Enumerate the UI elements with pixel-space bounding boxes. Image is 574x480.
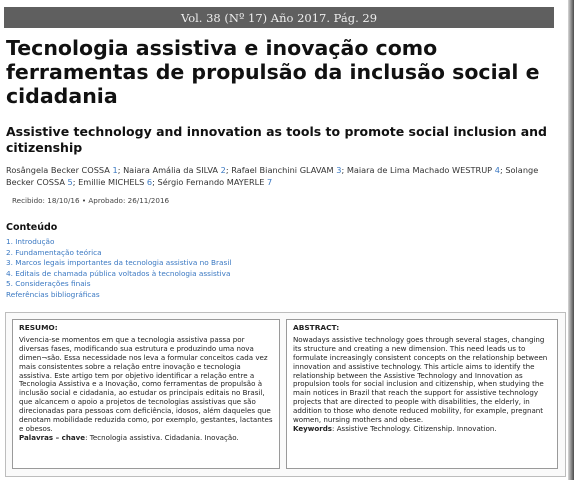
author: Rosângela Becker COSSA 1;: [6, 165, 121, 175]
article-title-en: Assistive technology and innovation as tools to promote social inclusion and citizenship: [6, 124, 547, 155]
abstracts-panel: [5, 312, 566, 477]
author-list: [6, 164, 561, 188]
keywords-value: : Assistive Technology. Citizenship. Innovation.: [332, 423, 497, 433]
article-title-pt: Tecnologia assistiva e inovação como ferramentas de propulsão da inclusão social e cidadania: [6, 36, 540, 108]
author: Sérgio Fernando MAYERLE 7: [157, 177, 273, 187]
author-footnote-link[interactable]: 4: [494, 165, 500, 175]
author: Solange Becker COSSA 5;: [6, 165, 539, 187]
resumo-keywords: [19, 434, 273, 443]
toc-link-fundamentacao[interactable]: 2. Fundamentação teórica: [6, 247, 102, 257]
abstract-heading: ABSTRACT:: [293, 323, 340, 332]
author-footnote-link[interactable]: 3: [336, 165, 342, 175]
toc-title: Conteúdo: [6, 222, 58, 233]
toc-link-consideracoes[interactable]: 5. Considerações finais: [6, 279, 91, 288]
keywords-label: Keywords: [293, 423, 333, 433]
author: Rafael Bianchini GLAVAM 3;: [231, 165, 345, 175]
keywords-label: Palavras – chave: [19, 432, 86, 442]
abstract-keywords: [293, 425, 551, 434]
author-footnote-link[interactable]: 1: [112, 165, 118, 175]
resumo-box: [12, 319, 280, 469]
abstract-text: Nowadays assistive technology goes through several stages, changing its structure and creating a new dimension. This need leads us to formulate increasingly consistent concepts on the relationship between innovation and assistive technology. This article aims to identify the relationship between the Assistive Technology and Innovation as propulsion tools for social inclusion and citizenship, when studying the main notices in Brazil that reach the support for assistive technology projects that are directed to people with disabilities, the elderly, in addition to those who denote reduced mobility, for example, pregnant women, nursing mothers and obese.: [293, 334, 548, 425]
volume-line: Vol. 38 (Nº 17) Año 2017. Pág. 29: [180, 10, 378, 25]
author: Naiara Amália da SILVA 2;: [123, 165, 229, 175]
author-footnote-link[interactable]: 5: [67, 177, 73, 187]
author: Maiara de Lima Machado WESTRUP 4;: [346, 165, 503, 175]
abstract-box: [286, 319, 558, 469]
window-edge-shadow: [568, 0, 574, 480]
toc-link-editais[interactable]: 4. Editais de chamada pública voltados à tecnologia assistiva: [6, 268, 231, 278]
toc-link-introducao[interactable]: 1. Introdução: [6, 237, 55, 246]
table-of-contents: [6, 237, 231, 300]
submission-dates: Recibido: 18/10/16 • Aprobado: 26/11/2016: [12, 196, 170, 205]
resumo-text: Vivencia-se momentos em que a tecnologia assistiva passa por diversas fases, modificando sua estrutura e produzindo uma nova dimen¬são. Essa necessidade nos leva a formular conceitos cada vez mais consistentes sobre a relação entre inovação e tecnologia assistiva. Este artigo tem por objetivo identificar a relação entre a Tecnologia Assistiva e a Inovação, como ferramentas de propulsão à inclusão social e cidadania, ao estudar os principais editais no Brasil, que alcancem o apoio a projetos de tecnologias assistivas que são direcionadas para pessoas com deficiência, idosos, além daqueles que denotam mobilidade reduzida como, por exemplo, gestantes, lactantes e obesos.: [19, 334, 273, 433]
author-footnote-link[interactable]: 2: [220, 165, 226, 175]
toc-link-marcos-legais[interactable]: 3. Marcos legais importantes da tecnologia assistiva no Brasil: [6, 258, 232, 267]
author-footnote-link[interactable]: 7: [267, 177, 273, 187]
keywords-value: : Tecnologia assistiva. Cidadania. Inovação.: [85, 432, 239, 442]
author: Emillie MICHELS 6;: [78, 177, 155, 187]
toc-link-referencias[interactable]: Referências bibliográficas: [6, 289, 100, 299]
volume-header-bar: [4, 7, 554, 28]
author-footnote-link[interactable]: 6: [146, 177, 153, 187]
resumo-heading: RESUMO:: [19, 323, 58, 332]
